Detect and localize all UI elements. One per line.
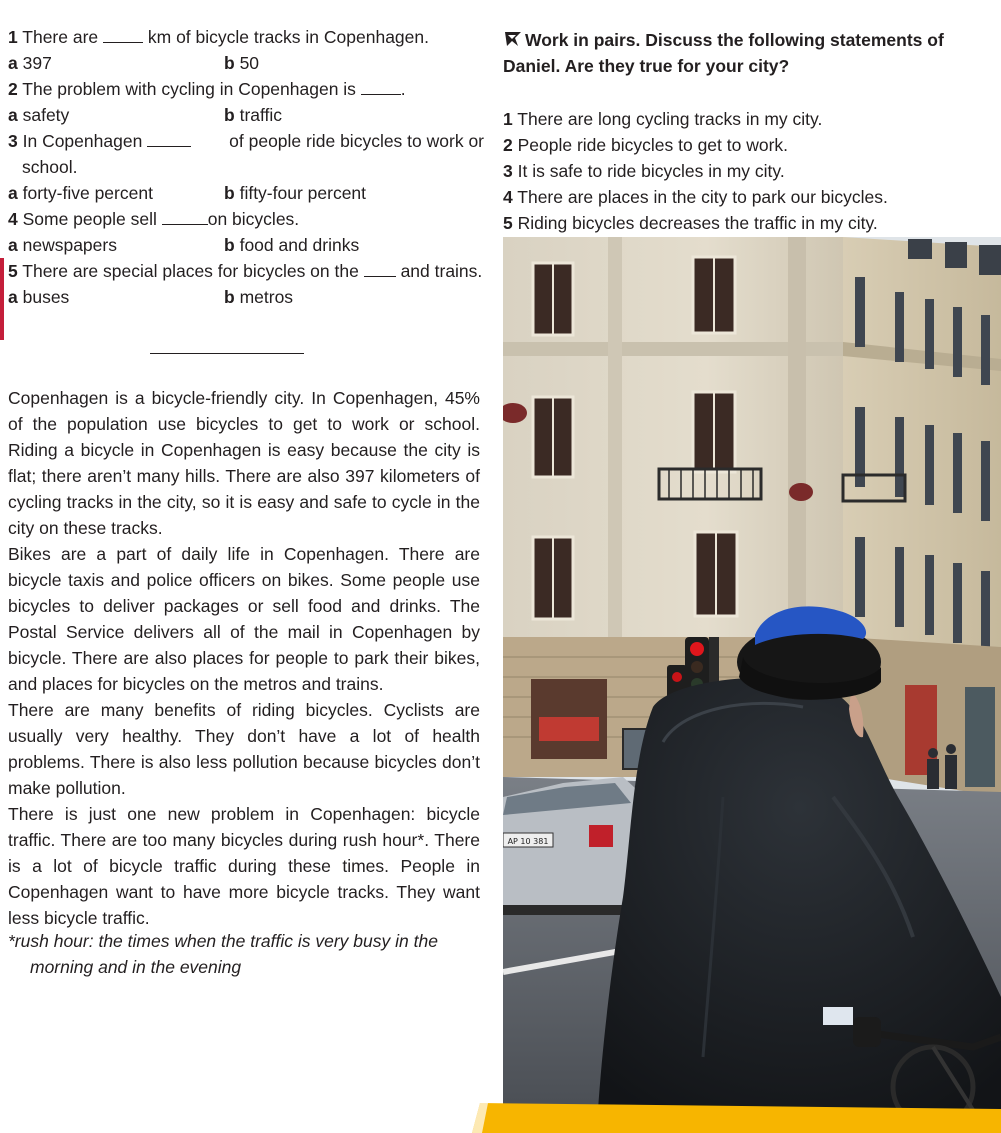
question-number: 2 [8, 79, 18, 99]
option-b[interactable]: b fifty-four percent [224, 183, 367, 203]
paragraph: Copenhagen is a bicycle-friendly city. In Copenhagen, 45% of the population use bicycles to get to work or school. Riding a bicycle in Copenhagen is easy because the city is flat; there aren’t many hills. There are also 397 kilometers of cycling tracks in the city, so it is easy and safe to cycle in the city on these tracks. [8, 388, 480, 538]
question-text: km of bicycle tracks in Copenhagen. [143, 27, 429, 47]
question-2-options [8, 102, 484, 128]
answer-blank[interactable] [162, 209, 208, 225]
task-line: Daniel. Are they true for your city? [503, 56, 790, 76]
paragraph: Bikes are a part of daily life in Copenhagen. There are bicycle taxis and police officers on bikes. Some people use bicycles to deliver packages or sell food and drinks. The Postal Service delivers all of the mail in Copenhagen by bicycle. There are also places for people to park their bikes, and places for bicycles on the metros and trains. [8, 544, 480, 694]
footnote [8, 928, 480, 980]
question-number: 4 [8, 209, 18, 229]
decorative-strip [462, 1103, 1001, 1133]
footnote-line: morning and in the evening [30, 957, 242, 977]
statement: 4 There are places in the city to park our bicycles. [503, 187, 888, 207]
divider-line [150, 353, 304, 354]
statement: 3 It is safe to ride bicycles in my city. [503, 161, 785, 181]
paragraph: There are many benefits of riding bicycles. Cyclists are usually very healthy. They don’t have a lot of health problems. There is also less pollution because bicycles don’t make pollution. [8, 700, 480, 798]
question-text: of people ride bicycles to work or [229, 131, 484, 151]
option-b[interactable]: b food and drinks [224, 235, 360, 255]
statement: 5 Riding bicycles decreases the traffic in my city. [503, 213, 878, 233]
discussion-task [503, 28, 993, 236]
pointer-icon [503, 30, 525, 54]
option-b[interactable]: b traffic [224, 105, 283, 125]
question-3 [8, 128, 484, 154]
option-a[interactable]: a 397 [8, 53, 52, 73]
statements-list [503, 106, 993, 236]
comprehension-questions [8, 24, 484, 310]
question-4-options [8, 232, 484, 258]
task-line: Work in pairs. Discuss the following statements of [525, 30, 944, 50]
task-instruction [503, 28, 993, 78]
accent-bar [0, 258, 4, 340]
question-number: 3 [8, 131, 18, 151]
question-number: 1 [8, 27, 18, 47]
question-text: The problem with cycling in Copenhagen is [22, 79, 361, 99]
question-1-options [8, 50, 484, 76]
question-4 [8, 206, 484, 232]
option-b[interactable]: b metros [224, 287, 294, 307]
question-text: In Copenhagen [22, 131, 148, 151]
question-5 [8, 258, 484, 284]
question-text: Some people sell [22, 209, 162, 229]
statement: 1 There are long cycling tracks in my city. [503, 109, 823, 129]
option-a[interactable]: a safety [8, 105, 70, 125]
question-3-options [8, 180, 484, 206]
question-number: 5 [8, 261, 18, 281]
option-a[interactable]: a forty-five percent [8, 183, 153, 203]
question-text: and trains. [395, 261, 483, 281]
question-3-continued: school. [22, 157, 78, 177]
answer-blank[interactable] [361, 79, 401, 95]
answer-blank[interactable] [364, 261, 396, 277]
question-text: on bicycles. [207, 209, 300, 229]
question-1 [8, 24, 484, 50]
option-a[interactable]: a buses [8, 287, 70, 307]
answer-blank[interactable] [103, 27, 143, 43]
cyclist-photo [503, 237, 1001, 1110]
reading-text [8, 385, 480, 931]
question-text: There are special places for bicycles on the [22, 261, 364, 281]
answer-blank[interactable] [147, 131, 191, 147]
option-a[interactable]: a newspapers [8, 235, 117, 255]
license-plate-text: AP 10 381 [507, 837, 549, 846]
statement: 2 People ride bicycles to get to work. [503, 135, 789, 155]
question-5-options [8, 284, 484, 310]
footnote-line: *rush hour: the times when the traffic is very busy in the [8, 931, 438, 951]
paragraph: There is just one new problem in Copenhagen: bicycle traffic. There are too many bicycles during rush hour*. There is a lot of bicycle traffic during these times. People in Copenhagen want to have more bicycle tracks. They want less bicycle traffic. [8, 804, 480, 928]
question-text: There are [22, 27, 104, 47]
option-b[interactable]: b 50 [224, 53, 260, 73]
question-2 [8, 76, 484, 102]
question-text: . [400, 79, 406, 99]
